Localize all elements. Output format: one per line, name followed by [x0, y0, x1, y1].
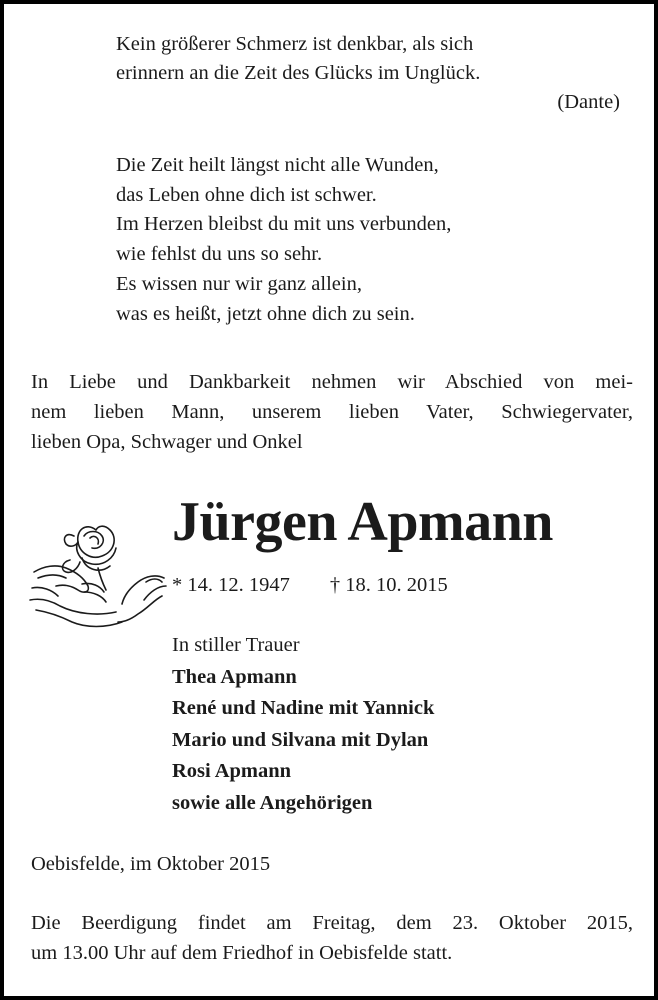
place-date: Oebisfelde, im Oktober 2015 — [31, 853, 271, 875]
quote-line: erinnern an die Zeit des Glücks im Unglück. — [116, 62, 481, 84]
poem-line: was es heißt, jetzt ohne dich zu sein. — [116, 302, 415, 325]
obituary-notice — [4, 4, 654, 996]
quote-author: (Dante) — [557, 91, 620, 113]
mourner-name: sowie alle Angehörigen — [172, 791, 373, 814]
mourner-name: Mario und Silvana mit Dylan — [172, 728, 429, 751]
birth-date: * 14. 12. 1947 — [172, 574, 290, 596]
mourner-name: Rosi Apmann — [172, 760, 292, 782]
poem-line: das Leben ohne dich ist schwer. — [116, 183, 377, 206]
mourner-name: Thea Apmann — [172, 665, 297, 688]
mourning-heading: In stiller Trauer — [172, 634, 300, 656]
farewell-line: lieben Opa, Schwager und Onkel — [31, 430, 303, 453]
poem-line: Es wissen nur wir ganz allein, — [116, 272, 362, 295]
deceased-name: Jürgen Apmann — [172, 491, 553, 553]
funeral-info — [31, 909, 633, 968]
mourners-list — [172, 630, 434, 819]
farewell-line: nem lieben Mann, unserem lieben Vater, Schwiegervater, — [31, 400, 633, 423]
poem-line: Im Herzen bleibst du mit uns verbunden, — [116, 213, 452, 236]
funeral-line: um 13.00 Uhr auf dem Friedhof in Oebisfelde statt. — [31, 941, 453, 964]
life-dates — [172, 571, 448, 599]
mourner-name: René und Nadine mit Yannick — [172, 697, 435, 719]
death-date: † 18. 10. 2015 — [329, 574, 448, 596]
farewell-line: In Liebe und Dankbarkeit nehmen wir Abschied von mei- — [31, 371, 633, 393]
farewell-text — [31, 368, 633, 457]
poem-line: Die Zeit heilt längst nicht alle Wunden, — [116, 154, 439, 176]
dante-quote — [116, 30, 636, 117]
poem-line: wie fehlst du uns so sehr. — [116, 243, 323, 266]
funeral-line: Die Beerdigung findet am Freitag, dem 23. Oktober 2015, — [31, 912, 633, 934]
poem — [116, 151, 451, 329]
rose-in-hands-icon — [26, 512, 170, 634]
quote-line: Kein größerer Schmerz ist denkbar, als sich — [116, 33, 474, 55]
